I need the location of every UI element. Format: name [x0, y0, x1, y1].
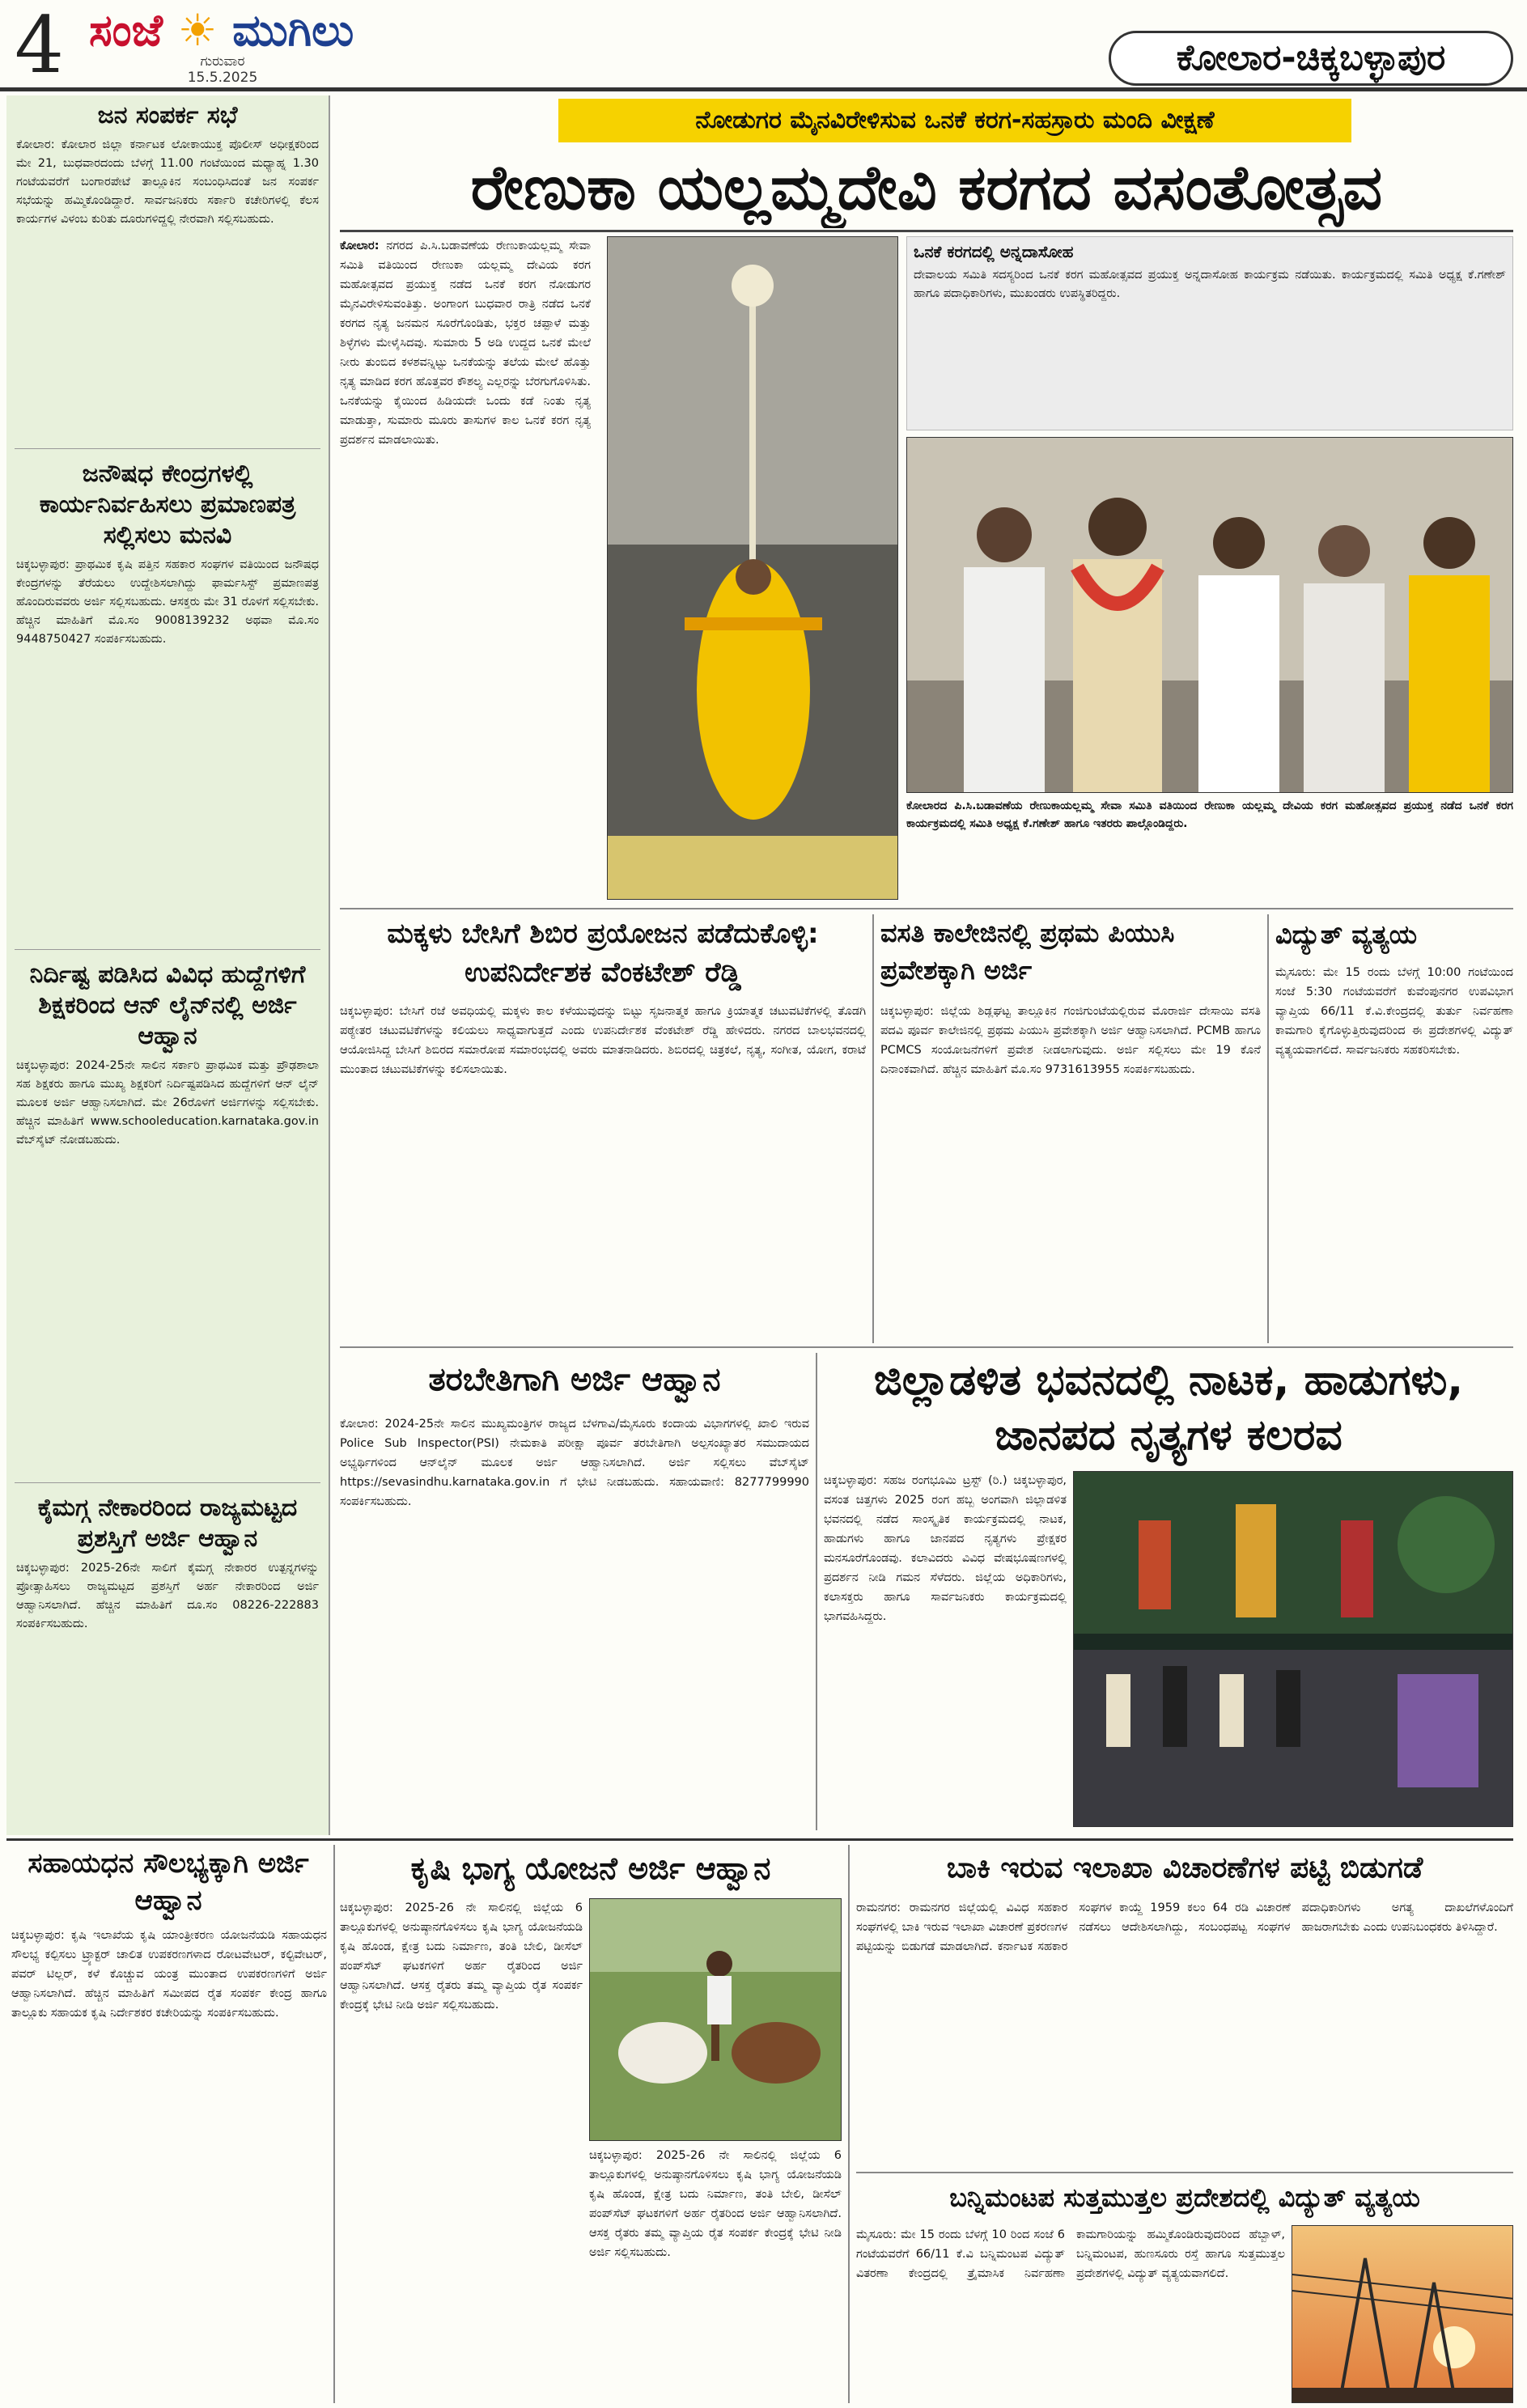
sidebar-head-3: ನಿರ್ದಿಷ್ಟ ಪಡಿಸಿದ ವಿವಿಧ ಹುದ್ದೆಗಳಿಗೆ ಶಿಕ್ಷಕರಿಂದ ಆನ್ ಲೈನ್‌ನಲ್ಲಿ ಅರ್ಜಿ ಆಹ್ವಾನ [29, 960, 306, 1050]
lead-col-1 [340, 236, 591, 908]
power-text: ಮೈಸೂರು: ಮೇ 15 ರಂದು ಬೆಳಗ್ಗೆ 10:00 ಗಂಟೆಯಿಂದ ಸಂಜೆ 5:30 ಗಂಟೆಯವರೆಗೆ ಕುವೆಂಪುನಗರ ಉಪವಿಭಾಗ ವ್ಯಾಪ್ತಿಯ 66/11 ಕೆ.ವಿ.ಕೇಂದ್ರದಲ್ಲಿ ತುರ್ತು ನಿರ್ವಹಣಾ ಕಾಮಗಾರಿ ಕೈಗೊಳ್ಳುತ್ತಿರುವುದರಿಂದ ಈ ಪ್ರದೇಶಗಳಲ್ಲಿ ವಿದ್ಯುತ್ ವ್ಯತ್ಯಯವಾಗಲಿದೆ. ಸಾರ್ವಜನಿಕರು ಸಹಕರಿಸಬೇಕು. [1275, 966, 1513, 1057]
newspaper-logo [89, 6, 354, 55]
pending-text: ರಾಮನಗರ: ರಾಮನಗರ ಜಿಲ್ಲೆಯಲ್ಲಿ ವಿವಿಧ ಸಹಕಾರ ಸಂಘಗಳಲ್ಲಿ ಬಾಕಿ ಇರುವ ಇಲಾಖಾ ವಿಚಾರಣೆ ಪ್ರಕರಣಗಳ ಪಟ್ಟಿಯನ್ನು ಬಿಡುಗಡೆ ಮಾಡಲಾಗಿದೆ. ಕರ್ನಾಟಕ ಸಹಕಾರ ಸಂಘಗಳ ಕಾಯ್ದೆ 1959 ಕಲಂ 64 ರಡಿ ವಿಚಾರಣೆ ನಡೆಸಲು ಆದೇಶಿಸಲಾಗಿದ್ದು, ಸಂಬಂಧಪಟ್ಟ ಸಂಘಗಳ ಪದಾಧಿಕಾರಿಗಳು ಅಗತ್ಯ ದಾಖಲೆಗಳೊಂದಿಗೆ ಹಾಜರಾಗಬೇಕು ಎಂದು ಉಪನಿಬಂಧಕರು ತಿಳಿಸಿದ್ದಾರೆ. [856, 1901, 1513, 1953]
column-divider [1267, 914, 1269, 1343]
krishi-text: ಚಿಕ್ಕಬಳ್ಳಾಪುರ: 2025-26 ನೇ ಸಾಲಿನಲ್ಲಿ ಜಿಲ್ಲೆಯ 6 ತಾಲ್ಲೂಕುಗಳಲ್ಲಿ ಅನುಷ್ಠಾನಗೊಳಿಸಲು ಕೃಷಿ ಭಾಗ್ಯ ಯೋಜನೆಯಡಿ ಕೃಷಿ ಹೊಂಡ, ಕ್ಷೇತ್ರ ಬದು ನಿರ್ಮಾಣ, ತಂತಿ ಬೇಲಿ, ಡೀಸೆಲ್ ಪಂಪ್‌ಸೆಟ್ ಘಟಕಗಳಿಗೆ ಅರ್ಹ ರೈತರಿಂದ ಅರ್ಜಿ ಆಹ್ವಾನಿಸಲಾಗಿದೆ. ಆಸಕ್ತ ರೈತರು ತಮ್ಮ ವ್ಯಾಪ್ತಿಯ ರೈತ ಸಂಪರ್ಕ ಕೇಂದ್ರಕ್ಕೆ ಭೇಟಿ ನೀಡಿ ಅರ್ಜಿ ಸಲ್ಲಿಸಬಹುದು. [340, 1901, 583, 2012]
dateline [174, 53, 271, 86]
logo-word2: ಮುಗಿಲು [232, 6, 354, 55]
culture-headline: ಜಿಲ್ಲಾಡಳಿತ ಭವನದಲ್ಲಿ ನಾಟಕ, ಹಾಡುಗಳು, ಜಾನಪದ ನೃತ್ಯಗಳ ಕಲರವ [873, 1356, 1464, 1460]
group-photo [906, 437, 1513, 793]
divider [15, 448, 320, 449]
sidebar-head-4: ಕೈಮಗ್ಗ ನೇಕಾರರಿಂದ ರಾಜ್ಯಮಟ್ಟದ ಪ್ರಶಸ್ತಿಗೆ ಅರ್ಜಿ ಆಹ್ವಾನ [37, 1494, 298, 1553]
sidebar-text-1: ಕೋಲಾರ: ಕೋಲಾರ ಜಿಲ್ಲಾ ಕರ್ನಾಟಕ ಲೋಕಾಯುಕ್ತ ಪೊಲೀಸ್ ಅಧೀಕ್ಷಕರಿಂದ ಮೇ 21, ಬುಧವಾರದಂದು ಬೆಳಗ್ಗೆ 11.00 ಗಂಟೆಯಿಂದ ಮಧ್ಯಾಹ್ನ 1.30 ಗಂಟೆಯವರೆಗೆ ಬಂಗಾರಪೇಟೆ ತಾಲ್ಲೂಕಿನ ಸಂಬಂಧಿಸಿದಂತೆ ಜನ ಸಂಪರ್ಕ ಸಭೆಯನ್ನು ಹಮ್ಮಿಕೊಂಡಿದ್ದಾರೆ. ಸಾರ್ವಜನಿಕರು ಸರ್ಕಾರಿ ಕಚೇರಿಗಳಲ್ಲಿ ಕೆಲಸ ಕಾರ್ಯಗಳ ವಿಳಂಬ ಕುರಿತು ದೂರುಗಳಿದ್ದಲ್ಲಿ ನೇರವಾಗಿ ಸಲ್ಲಿಸಬಹುದು. [16, 138, 319, 226]
section-tag: ಕೋಲಾರ-ಚಿಕ್ಕಬಳ್ಳಾಪುರ [1109, 31, 1513, 86]
outage-headline: ಬನ್ನಿಮಂಟಪ ಸುತ್ತಮುತ್ತಲ ಪ್ರದೇಶದಲ್ಲಿ ವಿದ್ಯುತ್ ವ್ಯತ್ಯಯ [949, 2182, 1420, 2213]
sidebar-text-2: ಚಿಕ್ಕಬಳ್ಳಾಪುರ: ಪ್ರಾಥಮಿಕ ಕೃಷಿ ಪತ್ತಿನ ಸಹಕಾರ ಸಂಘಗಳ ವತಿಯಿಂದ ಜನೌಷಧ ಕೇಂದ್ರಗಳನ್ನು ತೆರೆಯಲು ಉದ್ದೇಶಿಸಲಾಗಿದ್ದು ಫಾರ್ಮಸಿಸ್ಟ್ ಪ್ರಮಾಣಪತ್ರ ಹೊಂದಿರುವವರು ಅರ್ಜಿ ಸಲ್ಲಿಸಬಹುದು. ಆಸಕ್ತರು ಮೇ 31 ರೊಳಗೆ ಸಲ್ಲಿಸಬೇಕು. ಹೆಚ್ಚಿನ ಮಾಹಿತಿಗೆ ಮೊ.ಸಂ 9008139232 ಅಥವಾ ಮೊ.ಸಂ 9448750427 ಸಂಪರ್ಕಿಸಬಹುದು. [16, 558, 319, 646]
bullock-illustration [590, 1899, 842, 2141]
lead-headline: ರೇಣುಕಾ ಯಲ್ಲಮ್ಮದೇವಿ ಕರಗದ ವಸಂತೋತ್ಸವ [470, 151, 1383, 223]
camp-headline: ಮಕ್ಕಳು ಬೇಸಿಗೆ ಶಿಬಿರ ಪ್ರಯೋಜನ ಪಡೆದುಕೊಳ್ಳಿ: ಉಪನಿರ್ದೇಶಕ ವೆಂಕಟೇಶ್ ರೆಡ್ಡಿ [387, 918, 819, 989]
column-divider [816, 1353, 817, 1830]
lead-kicker: ನೋಡುಗರ ಮೈನವಿರೇಳಿಸುವ ಒನಕೆ ಕರಗ-ಸಹಸ್ರಾರು ಮಂದಿ ವೀಕ್ಷಣೆ [558, 99, 1351, 142]
hostel-headline: ವಸತಿ ಕಾಲೇಜಿನಲ್ಲಿ ಪ್ರಥಮ ಪಿಯುಸಿ ಪ್ರವೇಶಕ್ಕಾಗಿ ಅರ್ಜಿ [880, 918, 1175, 986]
masthead-rule [0, 87, 1527, 91]
lead-photo-caption: ಕೋಲಾರದ ಪಿ.ಸಿ.ಬಡಾವಣೆಯ ರೇಣುಕಾಯಲ್ಲಮ್ಮ ಸೇವಾ ಸಮಿತಿ ವತಿಯಿಂದ ರೇಣುಕಾ ಯಲ್ಲಮ್ಮ ದೇವಿಯ ಕರಗ ಮಹೋತ್ಸವದ ಪ್ರಯುಕ್ತ ನಡೆದ ಒನಕೆ ಕರಗ ಕಾರ್ಯಕ್ರಮದಲ್ಲಿ ಸಮಿತಿ ಅಧ್ಯಕ್ಷ ಕೆ.ಗಣೇಶ್ ಹಾಗೂ ಇತರರು ಪಾಲ್ಗೊಂಡಿದ್ದರು. [906, 799, 1513, 830]
page-number: 4 [15, 6, 65, 84]
lead-dateline: ಕೋಲಾರ: [340, 240, 380, 252]
sidebar-text-4: ಚಿಕ್ಕಬಳ್ಳಾಪುರ: 2025-26ನೇ ಸಾಲಿಗೆ ಕೈಮಗ್ಗ ನೇಕಾರರ ಉತ್ಪನ್ನಗಳನ್ನು ಪ್ರೋತ್ಸಾಹಿಸಲು ರಾಜ್ಯಮಟ್ಟದ ಪ್ರಶಸ್ತಿಗೆ ಅರ್ಹ ನೇಕಾರರಿಂದ ಅರ್ಜಿ ಆಹ್ವಾನಿಸಲಾಗಿದೆ. ಹೆಚ್ಚಿನ ಮಾಹಿತಿಗೆ ದೂ.ಸಂ 08226-222883 ಸಂಪರ್ಕಿಸಬಹುದು. [16, 1562, 319, 1630]
section-divider [340, 908, 1513, 909]
sidebar-head-2: ಜನೌಷಧ ಕೇಂದ್ರಗಳಲ್ಲಿ ಕಾರ್ಯನಿರ್ವಹಿಸಲು ಪ್ರಮಾಣಪತ್ರ ಸಲ್ಲಿಸಲು ಮನವಿ [39, 460, 296, 549]
culture-text: ಚಿಕ್ಕಬಳ್ಳಾಪುರ: ಸಹಜ ರಂಗಭೂಮಿ ಟ್ರಸ್ಟ್ (ರಿ.) ಚಿಕ್ಕಬಳ್ಳಾಪುರ, ವಸಂತ ಚಿತ್ತಗಳು 2025 ರಂಗ ಹಬ್ಬ ಅಂಗವಾಗಿ ಜಿಲ್ಲಾಡಳಿತ ಭವನದಲ್ಲಿ ನಡೆದ ಸಾಂಸ್ಕೃತಿಕ ಕಾರ್ಯಕ್ರಮದಲ್ಲಿ ನಾಟಕ, ಹಾಡುಗಳು ಹಾಗೂ ಜಾನಪದ ನೃತ್ಯಗಳು ಪ್ರೇಕ್ಷಕರ ಮನಸೂರೆಗೊಂಡವು. ಕಲಾವಿದರು ವಿವಿಧ ವೇಷಭೂಷಣಗಳಲ್ಲಿ ಪ್ರದರ್ಶನ ನೀಡಿ ಗಮನ ಸೆಳೆದರು. ಜಿಲ್ಲೆಯ ಅಧಿಕಾರಿಗಳು, ಕಲಾಸಕ್ತರು ಹಾಗೂ ಸಾರ್ವಜನಿಕರು ಕಾರ್ಯಕ್ರಮದಲ್ಲಿ ಭಾಗವಹಿಸಿದ್ದರು. [824, 1474, 1067, 1623]
logo-sun-icon: ☀ [177, 6, 218, 55]
karaga-dancer-photo [607, 236, 898, 900]
column-divider [333, 1845, 335, 2403]
dancer-illustration [608, 237, 898, 900]
krishi-headline: ಕೃಷಿ ಭಾಗ್ಯ ಯೋಜನೆ ಅರ್ಜಿ ಆಹ್ವಾನ [410, 1851, 771, 1886]
power-tower-photo [1292, 2225, 1513, 2403]
lead-col-1-text: ನಗರದ ಪಿ.ಸಿ.ಬಡಾವಣೆಯ ರೇಣುಕಾಯಲ್ಲಮ್ಮ ಸೇವಾ ಸಮಿತಿ ವತಿಯಿಂದ ರೇಣುಕಾ ಯಲ್ಲಮ್ಮ ದೇವಿಯ ಕರಗ ಮಹೋತ್ಸವದ ಪ್ರಯುಕ್ತ ನಡೆದ ಒನಕೆ ಕರಗ ನೋಡುಗರ ಮೈನವಿರೇಳಿಸುವಂತಿತ್ತು. ಅಂಗಾಂಗ ಬುಧವಾರ ರಾತ್ರಿ ನಡೆದ ಒನಕೆ ಕರಗದ ನೃತ್ಯ ಜನಮನ ಸೂರೆಗೊಂಡಿತು, ಭಕ್ತರ ಚಪ್ಪಾಳೆ ಮತ್ತು ಶಿಳ್ಳೆಗಳು ಮೇಳೈಸಿದವು. ಸುಮಾರು 5 ಅಡಿ ಉದ್ದದ ಒನಕೆ ಮೇಲೆ ನೀರು ತುಂಬಿದ ಕಳಶವನ್ನಿಟ್ಟು ಒನಕೆಯನ್ನು ತಲೆಯ ಮೇಲೆ ಹೊತ್ತು ನೃತ್ಯ ಮಾಡಿದ ಕರಗ ಹೊತ್ತವರ ಕೌಶಲ್ಯ ಎಲ್ಲರನ್ನು ಬೆರಗುಗೊಳಿಸಿತು. ಒನಕೆಯನ್ನು ಕೈಯಿಂದ ಹಿಡಿಯದೇ ಒಂದು ಕಡೆ ನಿಂತು ನೃತ್ಯ ಮಾಡುತ್ತಾ, ಸುಮಾರು ಮೂರು ತಾಸುಗಳ ಕಾಲ ಒನಕೆ ಕರಗ ನೃತ್ಯ ಪ್ರದರ್ಶನ ಮಾಡಲಾಯಿತು. [340, 240, 591, 447]
tower-illustration [1292, 2226, 1513, 2403]
sidebar-text-3: ಚಿಕ್ಕಬಳ್ಳಾಪುರ: 2024-25ನೇ ಸಾಲಿನ ಸರ್ಕಾರಿ ಪ್ರಾಥಮಿಕ ಮತ್ತು ಪ್ರೌಢಶಾಲಾ ಸಹ ಶಿಕ್ಷಕರು ಹಾಗೂ ಮುಖ್ಯ ಶಿಕ್ಷಕರಿಗೆ ನಿರ್ದಿಷ್ಟಪಡಿಸಿದ ಹುದ್ದೆಗಳಿಗೆ ಆನ್ ಲೈನ್ ಮೂಲಕ ಅರ್ಜಿ ಆಹ್ವಾನಿಸಲಾಗಿದೆ. ಮೇ 26ರೊಳಗೆ ಅರ್ಜಿಗಳನ್ನು ಸಲ್ಲಿಸಬೇಕು. ಹೆಚ್ಚಿನ ಮಾಹಿತಿಗೆ www.schooleducation.karnataka.gov.in ವೆಬ್‌ಸೈಟ್ ನೋಡಬಹುದು. [16, 1059, 319, 1147]
date-label: 15.5.2025 [187, 70, 258, 86]
annadasoha-box [906, 236, 1513, 430]
sidebar [6, 95, 330, 1835]
section-divider [6, 1838, 1513, 1841]
divider [15, 1482, 320, 1483]
training-text: ಕೋಲಾರ: 2024-25ನೇ ಸಾಲಿನ ಮುಖ್ಯಮಂತ್ರಿಗಳ ರಾಜ್ಯದ ಬೆಳಗಾವಿ/ಮೈಸೂರು ಕಂದಾಯ ವಿಭಾಗಗಳಲ್ಲಿ ಖಾಲಿ ಇರುವ Police Sub Inspector(PSI) ನೇಮಕಾತಿ ಪರೀಕ್ಷಾ ಪೂರ್ವ ತರಬೇತಿಗಾಗಿ ಅಲ್ಪಸಂಖ್ಯಾತರ ಸಮುದಾಯದ ಅಭ್ಯರ್ಥಿಗಳಿಂದ ಆನ್‌ಲೈನ್ ಮೂಲಕ ಅರ್ಜಿ ಆಹ್ವಾನಿಸಲಾಗಿದೆ. ಅರ್ಜಿ ಸಲ್ಲಿಸಲು ವೆಬ್‌ಸೈಟ್ https://sevasindhu.karnataka.gov.in ಗೆ ಭೇಟಿ ನೀಡಬಹುದು. ಸಹಾಯವಾಣಿ: 8277799990 ಸಂಪರ್ಕಿಸಬಹುದು. [340, 1418, 809, 1508]
section-divider [340, 1346, 1513, 1348]
pending-headline: ಬಾಕಿ ಇರುವ ಇಲಾಖಾ ವಿಚಾರಣೆಗಳ ಪಟ್ಟಿ ಬಿಡುಗಡೆ [946, 1851, 1423, 1884]
column-divider [872, 914, 874, 1343]
camp-text: ಚಿಕ್ಕಬಳ್ಳಾಪುರ: ಬೇಸಿಗೆ ರಜೆ ಅವಧಿಯಲ್ಲಿ ಮಕ್ಕಳು ಕಾಲ ಕಳೆಯುವುದನ್ನು ಬಿಟ್ಟು ಸೃಜನಾತ್ಮಕ ಹಾಗೂ ಕ್ರಿಯಾತ್ಮಕ ಚಟುವಟಿಕೆಗಳಲ್ಲಿ ತೊಡಗಿ ಪಠ್ಯೇತರ ಚಟುವಟಿಕೆಗಳನ್ನು ಕಲಿಯಲು ಸಾಧ್ಯವಾಗುತ್ತದೆ ಎಂದು ಉಪನಿರ್ದೇಶಕ ವೆಂಕಟೇಶ್ ರೆಡ್ಡಿ ಹೇಳಿದರು. ನಗರದ ಬಾಲಭವನದಲ್ಲಿ ಆಯೋಜಿಸಿದ್ದ ಬೇಸಿಗೆ ಶಿಬಿರದ ಸಮಾರೋಪ ಸಮಾರಂಭದಲ್ಲಿ ಅವರು ಮಾತನಾಡಿದರು. ಶಿಬಿರದಲ್ಲಿ ಚಿತ್ರಕಲೆ, ನೃತ್ಯ, ಸಂಗೀತ, ಯೋಗ, ಕರಾಟೆ ಮುಂತಾದ ಚಟುವಟಿಕೆಗಳನ್ನು ಕಲಿಸಲಾಯಿತು. [340, 1005, 866, 1076]
power-headline: ವಿದ್ಯುತ್ ವ್ಯತ್ಯಯ [1275, 919, 1417, 950]
outage-text: ಮೈಸೂರು: ಮೇ 15 ರಂದು ಬೆಳಗ್ಗೆ 10 ರಿಂದ ಸಂಜೆ 6 ಗಂಟೆಯವರೆಗೆ 66/11 ಕೆ.ವಿ ಬನ್ನಿಮಂಟಪ ವಿದ್ಯುತ್ ವಿತರಣಾ ಕೇಂದ್ರದಲ್ಲಿ ತ್ರೈಮಾಸಿಕ ನಿರ್ವಹಣಾ ಕಾಮಗಾರಿಯನ್ನು ಹಮ್ಮಿಕೊಂಡಿರುವುದರಿಂದ ಹೆಬ್ಬಾಳ್, ಬನ್ನಿಮಂಟಪ, ಹುಣಸೂರು ರಸ್ತೆ ಹಾಗೂ ಸುತ್ತಮುತ್ತಲ ಪ್ರದೇಶಗಳಲ್ಲಿ ವಿದ್ಯುತ್ ವ್ಯತ್ಯಯವಾಗಲಿದೆ. [856, 2228, 1285, 2280]
culture-photo [1073, 1471, 1513, 1827]
krishi-text-right: ಚಿಕ್ಕಬಳ್ಳಾಪುರ: 2025-26 ನೇ ಸಾಲಿನಲ್ಲಿ ಜಿಲ್ಲೆಯ 6 ತಾಲ್ಲೂಕುಗಳಲ್ಲಿ ಅನುಷ್ಠಾನಗೊಳಿಸಲು ಕೃಷಿ ಭಾಗ್ಯ ಯೋಜನೆಯಡಿ ಕೃಷಿ ಹೊಂಡ, ಕ್ಷೇತ್ರ ಬದು ನಿರ್ಮಾಣ, ತಂತಿ ಬೇಲಿ, ಡೀಸೆಲ್ ಪಂಪ್‌ಸೆಟ್ ಘಟಕಗಳಿಗೆ ಅರ್ಹ ರೈತರಿಂದ ಅರ್ಜಿ ಆಹ್ವಾನಿಸಲಾಗಿದೆ. ಆಸಕ್ತ ರೈತರು ತಮ್ಮ ವ್ಯಾಪ್ತಿಯ ರೈತ ಸಂಪರ್ಕ ಕೇಂದ್ರಕ್ಕೆ ಭೇಟಿ ನೀಡಿ ಅರ್ಜಿ ಸಲ್ಲಿಸಬಹುದು. [589, 2149, 842, 2259]
hostel-text: ಚಿಕ್ಕಬಳ್ಳಾಪುರ: ಜಿಲ್ಲೆಯ ಶಿಡ್ಲಘಟ್ಟ ತಾಲ್ಲೂಕಿನ ಗಂಜಿಗುಂಟೆಯಲ್ಲಿರುವ ಮೊರಾರ್ಜಿ ದೇಸಾಯಿ ವಸತಿ ಪದವಿ ಪೂರ್ವ ಕಾಲೇಜಿನಲ್ಲಿ ಪ್ರಥಮ ಪಿಯುಸಿ ಪ್ರವೇಶಕ್ಕಾಗಿ ಅರ್ಜಿ ಆಹ್ವಾನಿಸಲಾಗಿದೆ. PCMB ಹಾಗೂ PCMCS ಸಂಯೋಜನೆಗಳಿಗೆ ಪ್ರವೇಶ ನೀಡಲಾಗುವುದು. ಅರ್ಜಿ ಸಲ್ಲಿಸಲು ಮೇ 19 ಕೊನೆ ದಿನಾಂಕವಾಗಿದೆ. ಹೆಚ್ಚಿನ ಮಾಹಿತಿಗೆ ಮೊ.ಸಂ 9731613955 ಸಂಪರ್ಕಿಸಬಹುದು. [880, 1005, 1261, 1076]
subsidy-headline: ಸಹಾಯಧನ ಸೌಲಭ್ಯಕ್ಕಾಗಿ ಅರ್ಜಿ ಆಹ್ವಾನ [28, 1847, 309, 1917]
group-illustration [907, 438, 1513, 793]
annadasoha-text: ದೇವಾಲಯ ಸಮಿತಿ ಸದಸ್ಯರಿಂದ ಒನಕೆ ಕರಗ ಮಹೋತ್ಸವದ ಪ್ರಯುಕ್ತ ಅನ್ನದಾಸೋಹ ಕಾರ್ಯಕ್ರಮ ನಡೆಯಿತು. ಕಾರ್ಯಕ್ರಮದಲ್ಲಿ ಸಮಿತಿ ಅಧ್ಯಕ್ಷ ಕೆ.ಗಣೇಶ್ ಹಾಗೂ ಪದಾಧಿಕಾರಿಗಳು, ಮುಖಂಡರು ಉಪಸ್ಥಿತರಿದ್ದರು. [914, 269, 1506, 300]
masthead [0, 0, 1527, 91]
subsidy-text: ಚಿಕ್ಕಬಳ್ಳಾಪುರ: ಕೃಷಿ ಇಲಾಖೆಯ ಕೃಷಿ ಯಾಂತ್ರೀಕರಣ ಯೋಜನೆಯಡಿ ಸಹಾಯಧನ ಸೌಲಭ್ಯ ಕಲ್ಪಿಸಲು ಟ್ರ್ಯಾಕ್ಟರ್ ಚಾಲಿತ ಉಪಕರಣಗಳಾದ ರೋಟವೇಟರ್, ಕಲ್ಟಿವೇಟರ್, ಪವರ್ ಟಿಲ್ಲರ್, ಕಳೆ ಕೊಚ್ಚುವ ಯಂತ್ರ ಮುಂತಾದ ಉಪಕರಣಗಳಿಗೆ ಅರ್ಜಿ ಆಹ್ವಾನಿಸಲಾಗಿದೆ. ಹೆಚ್ಚಿನ ಮಾಹಿತಿಗೆ ಸಮೀಪದ ರೈತ ಸಂಪರ್ಕ ಕೇಂದ್ರ ಹಾಗೂ ತಾಲ್ಲೂಕು ಸಹಾಯಕ ಕೃಷಿ ನಿರ್ದೇಶಕರ ಕಚೇರಿಯನ್ನು ಸಂಪರ್ಕಿಸಬಹುದು. [11, 1929, 327, 2020]
day-label: ಗುರುವಾರ [200, 53, 245, 70]
bullock-plough-photo [589, 1898, 842, 2141]
sidebar-head-1: ಜನ ಸಂಪರ್ಕ ಸಭೆ [97, 101, 238, 129]
headline-rule [340, 230, 1513, 232]
logo-word1: ಸಂಜೆ [89, 6, 163, 55]
annadasoha-title: ಒನಕೆ ಕರಗದಲ್ಲಿ ಅನ್ನದಾಸೋಹ [914, 242, 1074, 261]
training-headline: ತರಬೇತಿಗಾಗಿ ಅರ್ಜಿ ಆಹ್ವಾನ [428, 1361, 721, 1398]
stage-performance-illustration [1074, 1472, 1513, 1827]
column-divider [848, 1845, 850, 2403]
section-divider [856, 2172, 1513, 2173]
divider [15, 949, 320, 950]
